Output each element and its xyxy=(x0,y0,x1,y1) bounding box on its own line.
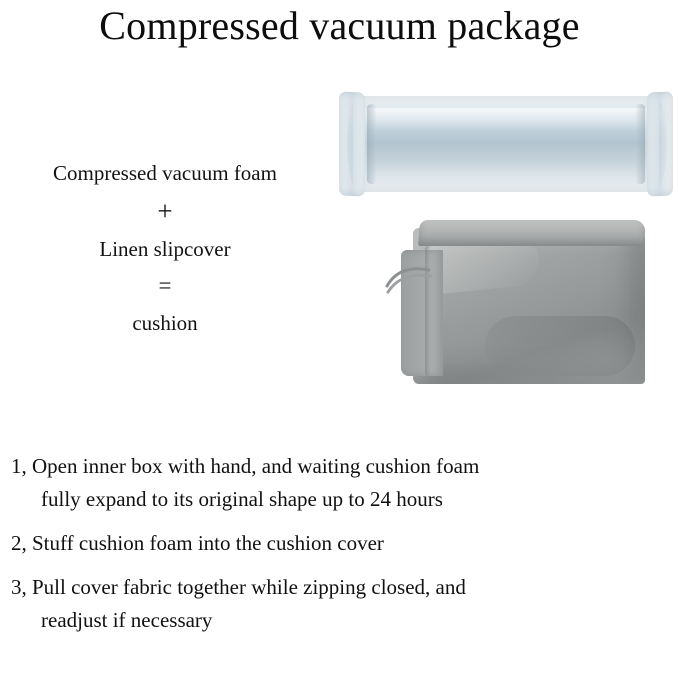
roll-seal-left xyxy=(339,92,365,197)
roll-seal-right xyxy=(647,92,673,197)
instruction-line: 2, Stuff cushion foam into the cushion cover xyxy=(11,531,384,555)
formula-block xyxy=(0,158,330,338)
vacuum-roll-image xyxy=(337,88,675,200)
formula-part-2: Linen slipcover xyxy=(99,237,231,261)
plus-sign: + xyxy=(157,196,173,226)
list-item xyxy=(8,450,671,516)
list-item xyxy=(8,571,671,637)
page-title: Compressed vacuum package xyxy=(99,3,580,48)
instruction-line-continued: readjust if necessary xyxy=(41,608,213,632)
roll-bag-shape xyxy=(347,96,667,192)
cover-body-shape xyxy=(413,228,645,384)
instruction-line: 1, Open inner box with hand, and waiting cushion foam xyxy=(11,454,480,478)
cover-cord xyxy=(385,262,439,296)
instruction-line-continued: fully expand to its original shape up to 24 hours xyxy=(41,487,443,511)
instruction-list xyxy=(0,450,679,648)
instruction-line: 3, Pull cover fabric together while zipping closed, and xyxy=(11,575,466,599)
formula-result: cushion xyxy=(132,311,198,335)
cushion-cover-image xyxy=(385,220,653,390)
equals-sign: = xyxy=(158,273,172,298)
list-item xyxy=(8,527,671,560)
roll-shadow-right xyxy=(636,104,645,184)
roll-shadow-left xyxy=(367,104,376,184)
product-photos xyxy=(330,88,679,418)
cover-top-fold xyxy=(418,220,646,246)
formula-part-1: Compressed vacuum foam xyxy=(53,161,277,185)
